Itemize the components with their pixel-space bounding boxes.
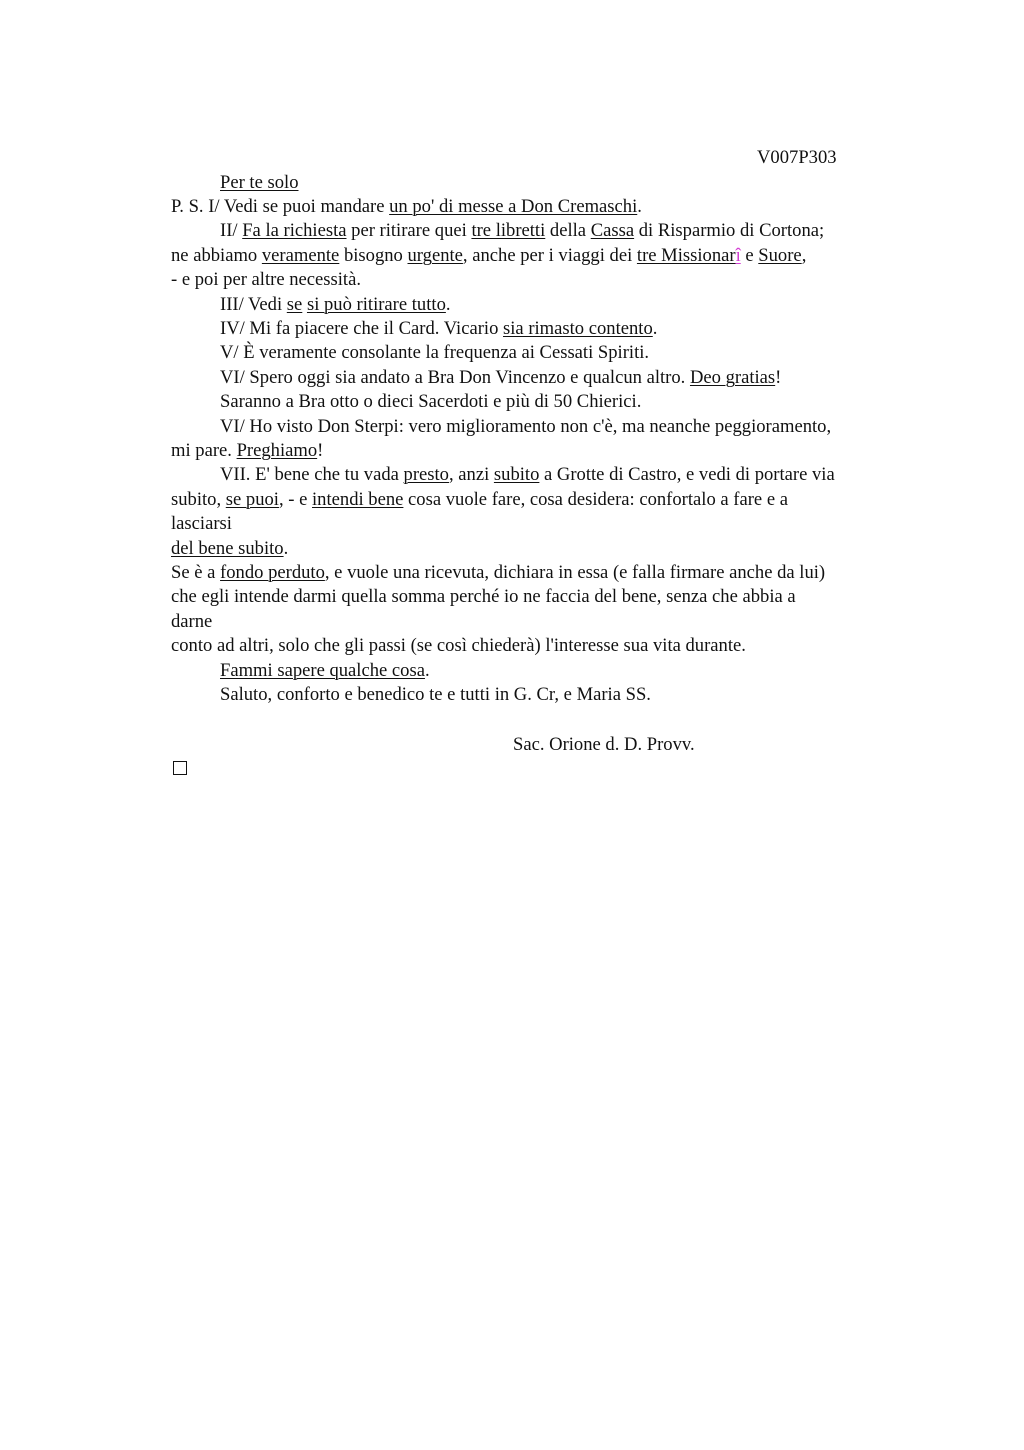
- underlined-text: Cassa: [590, 220, 635, 242]
- underlined-text: si può ritirare tutto: [306, 293, 446, 315]
- body-line: [220, 219, 824, 243]
- text-segment: ne abbiamo: [171, 244, 262, 266]
- underlined-text: veramente: [261, 244, 340, 266]
- header-note-text: Per te solo: [220, 172, 299, 193]
- body-line: [171, 585, 796, 609]
- text-segment: .: [445, 293, 451, 315]
- text-segment: della: [545, 220, 591, 242]
- signature: Sac. Orione d. D. Provv.: [513, 734, 695, 755]
- body-line: [220, 683, 651, 707]
- text-segment: per ritirare quei: [346, 220, 472, 242]
- text-segment: , - e: [278, 488, 313, 510]
- underlined-text: se: [286, 293, 303, 315]
- underlined-text: sia rimasto contento: [503, 318, 653, 339]
- body-line: [220, 341, 649, 365]
- text-segment: mi pare.: [171, 440, 237, 461]
- underlined-text: î: [735, 244, 741, 266]
- text-segment: !: [775, 366, 782, 388]
- end-checkbox-icon: [173, 761, 187, 775]
- underlined-text: tre Missionar: [636, 244, 736, 266]
- text-segment: darne: [171, 610, 213, 632]
- text-segment: a Grotte di Castro, e vedi di portare via: [539, 464, 835, 486]
- text-segment: Se è a: [171, 562, 221, 583]
- header-note: [220, 171, 299, 195]
- text-segment: .: [637, 196, 642, 217]
- body-line: [220, 415, 831, 439]
- body-line: [220, 463, 835, 487]
- text-segment: di Risparmio di Cortona;: [634, 220, 825, 242]
- text-segment: .: [283, 537, 289, 559]
- body-line: [171, 561, 825, 585]
- text-segment: VI/ Spero oggi sia andato a Bra Don Vincenzo e qualcun altro.: [220, 366, 690, 388]
- body-line: [171, 610, 212, 634]
- underlined-text: intendi bene: [312, 488, 404, 510]
- text-segment: .: [424, 659, 430, 681]
- underlined-text: Deo gratias: [689, 366, 776, 388]
- text-segment: !: [317, 440, 324, 461]
- text-segment: che egli intende darmi quella somma perché io ne faccia del bene, senza che abbia a: [171, 586, 796, 608]
- text-segment: ,: [801, 244, 807, 266]
- underlined-text: Suore: [758, 244, 802, 266]
- body-line: [171, 439, 323, 463]
- underlined-text: urgente: [407, 244, 463, 266]
- text-segment: III/ Vedi: [220, 293, 287, 315]
- body-line: [171, 488, 788, 512]
- underlined-text: del bene subito: [171, 537, 284, 559]
- text-segment: VII. E' bene che tu vada: [220, 464, 404, 486]
- document-reference-code: V007P303: [757, 147, 837, 168]
- underlined-text: Fa la richiesta: [242, 220, 347, 242]
- text-segment: cosa vuole fare, cosa desidera: confortalo a fare e a: [403, 488, 788, 510]
- text-segment: , anzi: [448, 464, 494, 486]
- text-segment: conto ad altri, solo che gli passi (se così chiederà) l'interesse sua vita durante.: [171, 635, 746, 657]
- text-segment: Saranno a Bra otto o dieci Sacerdoti e più di 50 Chierici.: [220, 391, 642, 413]
- text-segment: bisogno: [339, 244, 408, 266]
- text-segment: Saluto, conforto e benedico te e tutti in G. Cr, e Maria SS.: [220, 684, 651, 705]
- text-segment: subito,: [171, 488, 226, 510]
- underlined-text: Preghiamo: [236, 440, 318, 461]
- text-segment: VI/ Ho visto Don Sterpi: vero miglioramento non c'è, ma neanche peggioramento,: [220, 415, 832, 437]
- text-segment: lasciarsi: [171, 513, 232, 535]
- text-segment: .: [652, 318, 658, 339]
- body-line: [171, 244, 806, 268]
- body-line: [171, 512, 232, 536]
- text-segment: P. S. I/ Vedi se puoi mandare: [171, 196, 390, 217]
- body-line: [171, 537, 288, 561]
- underlined-text: presto: [403, 464, 449, 486]
- text-segment: , e vuole una ricevuta, dichiara in essa (e falla firmare anche da lui): [324, 562, 826, 583]
- body-line: [171, 634, 746, 658]
- body-line: [171, 268, 361, 292]
- underlined-text: subito: [493, 464, 540, 486]
- body-line: [220, 659, 430, 683]
- underlined-text: se puoi: [225, 488, 279, 510]
- underlined-text: fondo perduto: [220, 562, 325, 583]
- body-line: [220, 390, 641, 414]
- text-segment: IV/ Mi fa piacere che il Card. Vicario: [220, 318, 504, 339]
- text-segment: II/: [220, 220, 243, 242]
- text-segment: - e poi per altre necessità.: [171, 269, 361, 291]
- body-line: [171, 195, 642, 219]
- underlined-text: un po' di messe a Don Cremaschi: [389, 196, 638, 217]
- body-line: [220, 317, 657, 341]
- text-segment: V/ È veramente consolante la frequenza ai Cessati Spiriti.: [220, 342, 650, 364]
- underlined-text: tre libretti: [471, 220, 546, 242]
- body-line: [220, 366, 781, 390]
- underlined-text: Fammi sapere qualche cosa: [220, 659, 425, 681]
- text-segment: e: [740, 244, 759, 266]
- text-segment: , anche per i viaggi dei: [462, 244, 637, 266]
- body-line: [220, 293, 451, 317]
